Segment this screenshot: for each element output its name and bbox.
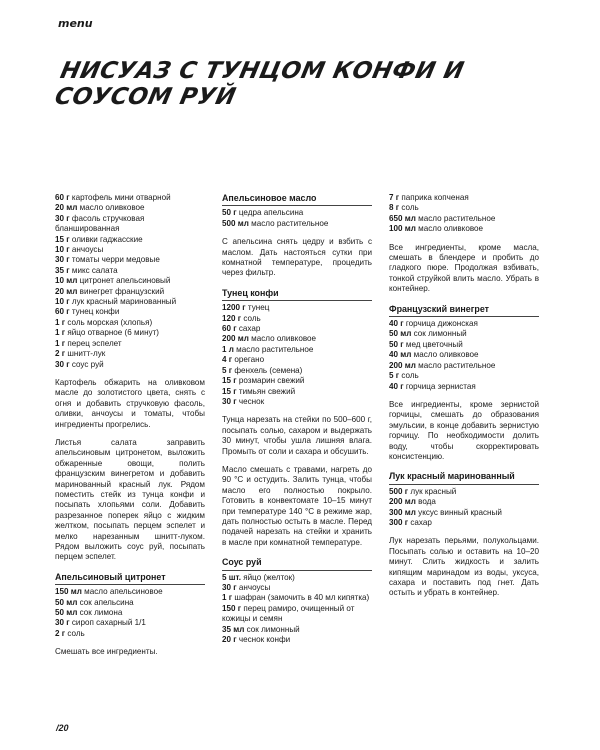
ingredient-name: перец эспелет <box>67 338 122 348</box>
ingredient-qty: 40 мл <box>389 350 412 360</box>
ingredient-qty: 150 г <box>222 603 242 613</box>
section-heading: Тунец конфи <box>222 288 372 301</box>
ingredient-qty: 50 мл <box>55 608 78 618</box>
ingredient-row <box>222 303 372 313</box>
ingredient-row <box>222 573 372 583</box>
ingredient-name: цитронет апельсиновый <box>79 276 171 286</box>
ingredient-name: фасоль стручковая бланшированная <box>55 213 145 234</box>
ingredient-row <box>55 203 205 213</box>
ingredient-row <box>389 319 539 329</box>
ingredient-row <box>55 297 205 307</box>
ingredient-list <box>389 193 539 235</box>
ingredient-row <box>55 276 205 286</box>
ingredient-name: шафран (замочить в 40 мл кипятка) <box>234 593 370 603</box>
ingredient-row <box>389 508 539 518</box>
ingredient-qty: 120 г <box>222 313 242 323</box>
section-heading: Французский винегрет <box>389 304 539 317</box>
ingredient-row <box>389 350 539 360</box>
ingredient-name: соль морская (хлопья) <box>67 317 153 327</box>
ingredient-name: масло растительное <box>251 218 329 228</box>
ingredient-qty: 300 г <box>389 517 409 527</box>
ingredient-name: уксус винный красный <box>418 507 502 517</box>
ingredient-name: лук красный <box>410 486 457 496</box>
ingredient-qty: 40 г <box>389 319 404 329</box>
ingredient-qty: 60 г <box>222 324 237 334</box>
ingredient-row <box>55 598 205 608</box>
ingredient-name: сироп сахарный 1/1 <box>71 618 146 628</box>
ingredient-qty: 200 мл <box>389 360 416 370</box>
ingredient-name: перец рамиро, очищенный от кожицы и семян <box>222 603 355 624</box>
column-2 <box>222 193 372 645</box>
ingredient-qty: 1 г <box>55 317 66 327</box>
ingredient-name: чеснок конфи <box>238 635 291 645</box>
ingredient-name: цедра апельсина <box>238 208 304 218</box>
ingredient-row <box>389 382 539 392</box>
ingredient-qty: 8 г <box>389 203 400 213</box>
ingredient-row <box>55 608 205 618</box>
ingredient-row <box>55 587 205 597</box>
ingredient-list <box>55 193 205 370</box>
ingredient-name: соль <box>67 628 85 638</box>
ingredient-qty: 35 г <box>55 265 70 275</box>
ingredient-row <box>222 355 372 365</box>
ingredient-row <box>55 255 205 265</box>
ingredient-row <box>222 625 372 635</box>
ingredient-row <box>389 224 539 234</box>
ingredient-qty: 1 л <box>222 344 234 354</box>
ingredient-qty: 500 г <box>389 486 409 496</box>
ingredient-row <box>55 349 205 359</box>
ingredient-list <box>389 487 539 529</box>
ingredient-qty: 2 г <box>55 349 66 359</box>
ingredient-row <box>222 376 372 386</box>
ingredient-name: вода <box>418 497 436 507</box>
ingredient-row <box>389 340 539 350</box>
ingredient-name: горчица зернистая <box>405 381 476 391</box>
ingredient-row <box>389 203 539 213</box>
ingredient-name: мед цветочный <box>405 339 463 349</box>
paragraph: Картофель обжарить на оливковом масле до золотистого цвета, снять с огня и добавить стручковую фасоль, оливки, анчоусы и томаты, чтобы ингредиенты прогрелись. <box>55 377 205 429</box>
ingredient-row <box>222 324 372 334</box>
ingredient-row <box>222 387 372 397</box>
paragraph: Тунца нарезать на стейки по 500–600 г, посыпать солью, сахаром и выдержать 30 минут, чтобы ушла лишняя влага. Промыть от соли и сахара и обсушить. <box>222 415 372 456</box>
ingredient-qty: 50 г <box>389 339 404 349</box>
ingredient-name: масло растительное <box>418 213 496 223</box>
ingredient-name: сок апельсина <box>79 597 134 607</box>
ingredient-name: орегано <box>234 355 265 365</box>
ingredient-qty: 30 г <box>222 396 237 406</box>
ingredient-row <box>55 618 205 628</box>
ingredient-name: сок лимонный <box>413 329 467 339</box>
ingredient-row <box>389 361 539 371</box>
ingredient-qty: 5 г <box>389 371 400 381</box>
ingredient-qty: 10 мл <box>55 276 78 286</box>
ingredient-name: яйцо отварное (6 минут) <box>67 328 159 338</box>
ingredient-name: масло оливковое <box>418 224 484 234</box>
ingredient-qty: 100 мл <box>389 224 416 234</box>
ingredient-name: томаты черри медовые <box>71 255 160 265</box>
ingredient-name: фенхель (семена) <box>234 365 303 375</box>
ingredient-qty: 30 г <box>55 213 70 223</box>
ingredient-qty: 20 мл <box>55 286 78 296</box>
ingredient-row <box>222 334 372 344</box>
paragraph: Масло смешать с травами, нагреть до 90 °С и остудить. Залить тунца, чтобы масло его полностью покрыло. Готовить в конвектомате 10–15 минут при температуре 140 °С в режиме жар, дать полностью остыть в масле. Перед подачей нарезать на стейки и хранить в масле при комнатной температуре. <box>222 464 372 547</box>
section-heading: Апельсиновое масло <box>222 193 372 206</box>
ingredient-name: розмарин свежий <box>238 376 305 386</box>
ingredient-row <box>222 604 372 625</box>
ingredient-row <box>55 287 205 297</box>
ingredient-list <box>222 573 372 646</box>
paragraph: С апельсина снять цедру и взбить с маслом. Дать настояться сутки при комнатной температуре, процедить через фильтр. <box>222 237 372 278</box>
ingredient-qty: 1 г <box>222 593 233 603</box>
ingredient-name: масло оливковое <box>413 350 479 360</box>
ingredient-name: соль <box>401 203 419 213</box>
ingredient-row <box>222 397 372 407</box>
ingredient-name: яйцо (желток) <box>243 572 295 582</box>
ingredient-name: масло растительное <box>236 344 314 354</box>
ingredient-list <box>222 208 372 229</box>
ingredient-row <box>222 635 372 645</box>
ingredient-qty: 30 г <box>222 583 237 592</box>
ingredient-qty: 2 г <box>55 628 66 638</box>
ingredient-row <box>55 307 205 317</box>
ingredient-name: сок лимона <box>79 608 123 618</box>
ingredient-name: винегрет французский <box>79 286 165 296</box>
ingredient-row <box>389 487 539 497</box>
ingredient-qty: 60 г <box>55 307 70 317</box>
ingredient-qty: 500 мл <box>222 218 249 228</box>
ingredient-qty: 1 г <box>55 338 66 348</box>
section-heading: Апельсиновый цитронет <box>55 572 205 585</box>
ingredient-qty: 50 г <box>222 208 237 218</box>
ingredient-name: соль <box>401 371 419 381</box>
paragraph: Все ингредиенты, кроме зернистой горчицы, смешать до образования эмульсии, в конце добавить зернистую горчицу. По необходимости долить воду, чтобы скорректировать консистенцию. <box>389 399 539 461</box>
ingredient-row <box>55 214 205 235</box>
ingredient-name: масло растительное <box>418 360 496 370</box>
ingredient-row <box>389 214 539 224</box>
ingredient-row <box>222 583 372 593</box>
ingredient-list <box>222 303 372 407</box>
paragraph: Смешать все ингредиенты. <box>55 647 158 657</box>
ingredient-qty: 10 г <box>55 245 70 255</box>
ingredient-qty: 7 г <box>389 193 400 202</box>
ingredient-row <box>222 219 372 229</box>
section-header: menu <box>58 17 93 30</box>
page-number: /20 <box>56 723 69 733</box>
ingredient-name: микс салата <box>71 265 118 275</box>
ingredient-row <box>55 235 205 245</box>
ingredient-qty: 40 г <box>389 381 404 391</box>
ingredient-qty: 15 г <box>55 234 70 244</box>
ingredient-row <box>389 329 539 339</box>
ingredient-name: анчоусы <box>71 245 104 255</box>
ingredient-row <box>222 345 372 355</box>
ingredient-qty: 50 мл <box>389 329 412 339</box>
ingredient-name: тимьян свежий <box>238 386 296 396</box>
ingredient-name: тунец конфи <box>71 307 120 317</box>
paragraph: Листья салата заправить апельсиновым цитронетом, выложить обжаренные овощи, полить французским винегретом и добавить маринованный красный лук. Рядом поместить стейк из тунца конфи и посыпать хлопьями соли. Добавить разрезанное поперек яйцо с жидким желтком, посыпать перцем эспелет и мелко нарезанным шнитт-луком. Рядом выложить соус руй, посыпать перцем эспелет. <box>55 437 205 562</box>
ingredient-name: масло апельсиновое <box>84 587 163 597</box>
ingredient-name: картофель мини отварной <box>71 193 171 202</box>
ingredient-name: оливки гаджасские <box>71 234 143 244</box>
ingredient-row <box>389 371 539 381</box>
ingredient-list <box>55 587 205 639</box>
ingredient-row <box>55 318 205 328</box>
ingredient-name: соус руй <box>71 359 104 369</box>
ingredient-row <box>55 339 205 349</box>
ingredient-name: сок лимонный <box>246 624 300 634</box>
section-heading: Соус руй <box>222 557 372 570</box>
ingredient-qty: 650 мл <box>389 213 416 223</box>
ingredient-qty: 50 мл <box>55 597 78 607</box>
ingredient-name: соль <box>243 313 261 323</box>
ingredient-qty: 30 г <box>55 618 70 628</box>
ingredient-qty: 60 г <box>55 193 70 202</box>
ingredient-name: сахар <box>238 324 261 334</box>
ingredient-qty: 30 г <box>55 255 70 265</box>
ingredient-qty: 30 г <box>55 359 70 369</box>
ingredient-row <box>222 314 372 324</box>
page-title: НИСУАЗ С ТУНЦОМ КОНФИ И СОУСОМ РУЙ <box>52 58 467 110</box>
ingredient-qty: 300 мл <box>389 507 416 517</box>
ingredient-row <box>55 245 205 255</box>
ingredient-name: горчица дижонская <box>405 319 478 329</box>
section-heading: Лук красный маринованный <box>389 471 539 484</box>
ingredient-row <box>55 629 205 639</box>
ingredient-name: чеснок <box>238 396 265 406</box>
ingredient-name: паприка копченая <box>401 193 469 202</box>
ingredient-name: сахар <box>410 517 432 527</box>
ingredient-qty: 15 г <box>222 376 237 386</box>
ingredient-qty: 20 мл <box>55 203 78 213</box>
ingredient-qty: 5 шт. <box>222 572 241 582</box>
ingredient-name: масло оливковое <box>79 203 145 213</box>
ingredient-row <box>55 266 205 276</box>
paragraph: Лук нарезать перьями, полукольцами. Посыпать солью и оставить на 10–20 минут. Слить жидкость и залить кипящим маринадом из воды, уксуса, сахара и поставить под гнет. Дать остыть и убрать в контейнер. <box>389 536 539 598</box>
ingredient-qty: 200 мл <box>222 334 249 344</box>
ingredient-name: тунец <box>247 303 270 313</box>
column-3 <box>389 193 539 605</box>
ingredient-qty: 35 мл <box>222 624 245 634</box>
paragraph: Все ингредиенты, кроме масла, смешать в блендере и пробить до гладкого пюре. Продолжая взбивать, тонкой струйкой влить масло. Убрать в контейнер. <box>389 242 539 294</box>
ingredient-row <box>389 497 539 507</box>
ingredient-row <box>222 593 372 603</box>
ingredient-qty: 15 г <box>222 386 237 396</box>
ingredient-row <box>389 518 539 528</box>
ingredient-qty: 20 г <box>222 635 237 645</box>
ingredient-qty: 10 г <box>55 297 70 307</box>
column-1 <box>55 193 205 664</box>
ingredient-qty: 4 г <box>222 355 233 365</box>
ingredient-qty: 1 г <box>55 328 66 338</box>
ingredient-name: анчоусы <box>238 583 271 592</box>
ingredient-row <box>55 193 205 203</box>
ingredient-name: шнитт-лук <box>67 349 106 359</box>
ingredient-row <box>55 328 205 338</box>
ingredient-qty: 200 мл <box>389 497 416 507</box>
ingredient-list <box>389 319 539 392</box>
ingredient-row <box>55 360 205 370</box>
ingredient-row <box>222 208 372 218</box>
ingredient-row <box>222 366 372 376</box>
ingredient-row <box>389 193 539 203</box>
ingredient-name: лук красный маринованный <box>71 297 177 307</box>
ingredient-qty: 150 мл <box>55 587 82 597</box>
ingredient-name: масло оливковое <box>251 334 317 344</box>
ingredient-qty: 1200 г <box>222 303 246 313</box>
ingredient-qty: 5 г <box>222 365 233 375</box>
